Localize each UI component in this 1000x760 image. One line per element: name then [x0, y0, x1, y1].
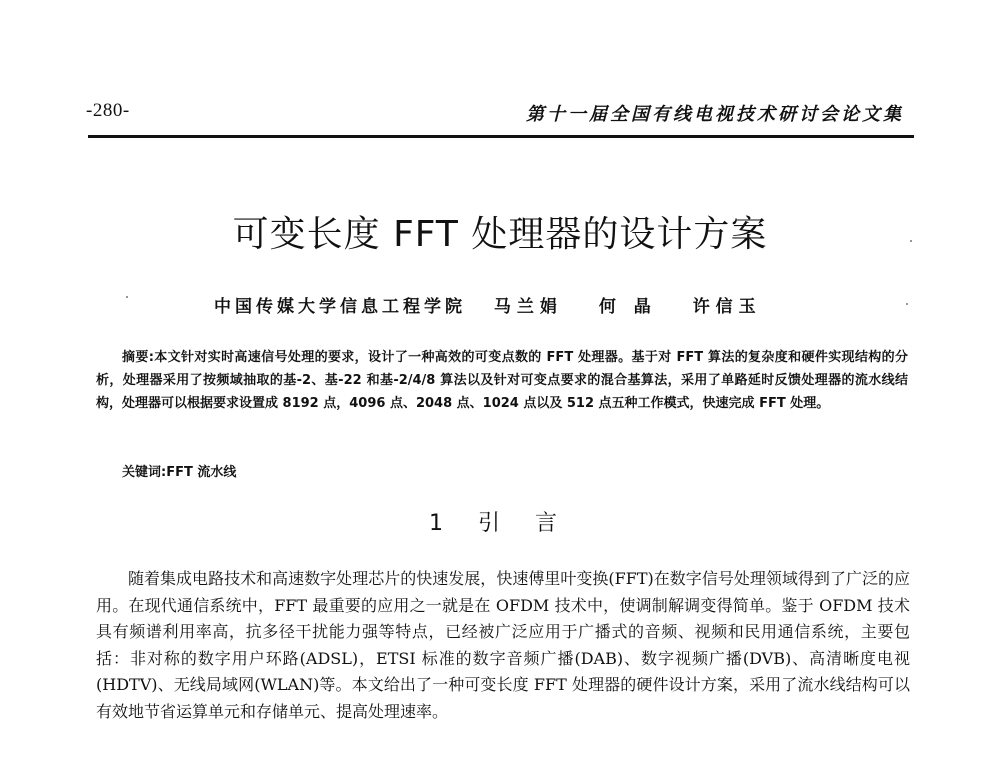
scan-speck: [910, 240, 912, 242]
author-name: 何 晶: [598, 297, 657, 317]
abstract-label: 摘要:: [122, 350, 154, 365]
keywords-label: 关键词:: [122, 465, 167, 480]
scan-speck: [126, 296, 128, 298]
paper-title: 可变长度 FFT 处理器的设计方案: [232, 214, 768, 255]
abstract: [96, 346, 908, 415]
keywords: [122, 461, 236, 480]
body-paragraph: 随着集成电路技术和高速数字处理芯片的快速发展，快速傅里叶变换(FFT)在数字信号处理领域得到了广泛的应用。在现代通信系统中，FFT 最重要的应用之一就是在 OFDM 技术中，使调制解调变得简单。鉴于 OFDM 技术具有频谱利用率高，抗多径干扰能力强等特点，已经被广泛应用于广播式的音频、视频和民用通信系统，主要包括：非对称的数字用户环路(ADSL)，ETSI 标准的数字音频广播(DAB)、数字视频广播(DVB)、高清晰度电视(HDTV)、无线局域网(WLAN)等。本文给出了一种可变长度 FFT 处理器的硬件设计方案，采用了流水线结构可以有效地节省运算单元和存储单元、提高处理速率。: [96, 569, 910, 721]
keywords-text: FFT 流水线: [166, 465, 237, 480]
header-rule: [88, 135, 914, 138]
byline: [214, 292, 814, 317]
author-name: 许信玉: [692, 297, 762, 317]
affiliation: 中国传媒大学信息工程学院: [214, 297, 466, 317]
author-name: 马兰娟: [493, 297, 563, 317]
scan-speck: [906, 303, 908, 305]
abstract-text: 本文针对实时高速信号处理的要求，设计了一种高效的可变点数的 FFT 处理器。基于对 FFT 算法的复杂度和硬件实现结构的分析，处理器采用了按频域抽取的基-2、基-22 和基-2/4/8 算法以及针对可变点要求的混合基算法，采用了单路延时反馈处理器的流水线结构，处理器可以根据要求设置成 8192 点，4096 点、2048 点、1024 点以及 512 点五种工作模式，快速完成 FFT 处理。: [96, 350, 908, 411]
section-heading: 1 引 言: [429, 511, 571, 536]
page-number: -280-: [86, 100, 130, 121]
running-head: 第十一届全国有线电视技术研讨会论文集: [526, 104, 904, 125]
